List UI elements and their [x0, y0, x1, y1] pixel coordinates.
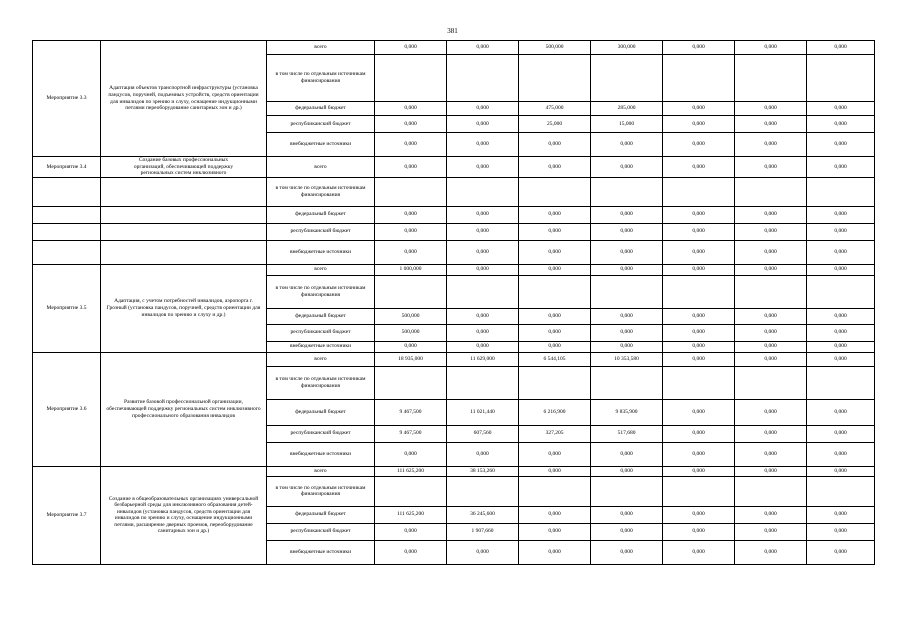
amount-cell: 0,000 [735, 324, 807, 341]
measure-label-cell [33, 240, 101, 264]
amount-cell: 0,000 [663, 442, 735, 466]
funding-source: всего [267, 41, 375, 55]
amount-cell [807, 55, 875, 102]
amount-cell: 0,000 [735, 352, 807, 366]
amount-cell: 0,000 [735, 523, 807, 540]
measure-label: Мероприятие 3.4 [33, 157, 101, 178]
measure-label-cell [33, 206, 101, 223]
funding-source: всего [267, 352, 375, 366]
amount-cell: 0,000 [591, 206, 663, 223]
amount-cell: 0,000 [375, 157, 447, 178]
amount-cell: 38 153,260 [447, 466, 519, 476]
amount-cell: 0,000 [375, 540, 447, 564]
amount-cell: 0,000 [519, 523, 591, 540]
amount-cell: 475,000 [519, 102, 591, 116]
amount-cell: 0,000 [735, 102, 807, 116]
table-row [33, 41, 875, 55]
amount-cell: 0,000 [735, 206, 807, 223]
amount-cell: 0,000 [591, 264, 663, 275]
measure-description-line: Создание базовых профессиональных [138, 157, 229, 163]
funding-source: федеральный бюджет [267, 399, 375, 425]
funding-source: всего [267, 466, 375, 476]
funding-source: республиканский бюджет [267, 425, 375, 442]
amount-cell: 0,000 [663, 41, 735, 55]
amount-cell: 15,000 [591, 116, 663, 133]
amount-cell: 0,000 [375, 102, 447, 116]
amount-cell [519, 366, 591, 399]
amount-cell: 0,000 [735, 506, 807, 523]
amount-cell: 0,000 [663, 116, 735, 133]
funding-source: внебюджетные источники [267, 240, 375, 264]
amount-cell: 0,000 [663, 157, 735, 178]
amount-cell: 0,000 [735, 466, 807, 476]
amount-cell: 11 021,440 [447, 399, 519, 425]
amount-cell: 1 907,660 [447, 523, 519, 540]
amount-cell: 0,000 [591, 133, 663, 157]
amount-cell: 0,000 [735, 133, 807, 157]
amount-cell: 0,000 [807, 540, 875, 564]
amount-cell: 0,000 [663, 399, 735, 425]
amount-cell: 0,000 [375, 240, 447, 264]
amount-cell: 0,000 [663, 506, 735, 523]
amount-cell: 0,000 [663, 341, 735, 352]
amount-cell: 1 000,000 [375, 264, 447, 275]
amount-cell: 0,000 [807, 308, 875, 324]
amount-cell [807, 476, 875, 506]
amount-cell: 6 216,900 [519, 399, 591, 425]
amount-cell: 500,000 [375, 324, 447, 341]
amount-cell: 0,000 [519, 223, 591, 240]
amount-cell [735, 366, 807, 399]
funding-source: в том числе по отдельным источникам финансирования [267, 177, 375, 206]
measure-description [101, 157, 267, 178]
amount-cell: 0,000 [591, 466, 663, 476]
amount-cell: 0,000 [591, 324, 663, 341]
amount-cell [447, 177, 519, 206]
amount-cell [591, 275, 663, 308]
amount-cell: 0,000 [807, 341, 875, 352]
amount-cell: 0,000 [735, 41, 807, 55]
amount-cell: 0,000 [807, 157, 875, 178]
amount-cell: 0,000 [807, 240, 875, 264]
amount-cell: 0,000 [591, 506, 663, 523]
funding-source: внебюджетные источники [267, 540, 375, 564]
amount-cell [375, 476, 447, 506]
amount-cell [591, 476, 663, 506]
measure-description-line: организаций, обеспечивающей поддержку [133, 163, 234, 170]
measure-label: Мероприятие 3.5 [33, 264, 101, 352]
funding-source: республиканский бюджет [267, 324, 375, 341]
amount-cell [447, 55, 519, 102]
measure-label: Мероприятие 3.3 [33, 41, 101, 157]
amount-cell: 0,000 [447, 206, 519, 223]
amount-cell: 0,000 [663, 102, 735, 116]
amount-cell [663, 476, 735, 506]
amount-cell: 0,000 [591, 523, 663, 540]
table-row [33, 264, 875, 275]
amount-cell: 0,000 [807, 324, 875, 341]
amount-cell: 0,000 [519, 466, 591, 476]
funding-source: всего [267, 264, 375, 275]
measure-description-cell [101, 240, 267, 264]
amount-cell [807, 366, 875, 399]
measure-label: Мероприятие 3.6 [33, 352, 101, 466]
measure-description: Развитие базовой профессиональной организации, обеспечивающей поддержку региональных систем инклюзивного профессионального образования инвалидов [101, 352, 267, 466]
measure-description-cell [101, 206, 267, 223]
funding-source: всего [267, 157, 375, 178]
amount-cell: 500,000 [519, 41, 591, 55]
amount-cell: 0,000 [519, 324, 591, 341]
amount-cell: 0,000 [735, 157, 807, 178]
amount-cell: 0,000 [447, 102, 519, 116]
amount-cell: 0,000 [519, 506, 591, 523]
amount-cell: 0,000 [807, 466, 875, 476]
amount-cell: 0,000 [735, 425, 807, 442]
amount-cell: 0,000 [807, 206, 875, 223]
amount-cell: 0,000 [663, 352, 735, 366]
funding-source: республиканский бюджет [267, 223, 375, 240]
financing-table [32, 40, 875, 565]
table-row [33, 177, 875, 206]
amount-cell [519, 275, 591, 308]
amount-cell [591, 55, 663, 102]
amount-cell: 0,000 [591, 308, 663, 324]
amount-cell: 0,000 [807, 399, 875, 425]
measure-description-cell [101, 177, 267, 206]
funding-source: республиканский бюджет [267, 116, 375, 133]
amount-cell: 0,000 [591, 240, 663, 264]
amount-cell [663, 275, 735, 308]
amount-cell: 0,000 [447, 223, 519, 240]
amount-cell: 111 625,200 [375, 466, 447, 476]
amount-cell: 0,000 [735, 264, 807, 275]
amount-cell: 0,000 [663, 264, 735, 275]
page-number: 381 [447, 27, 458, 35]
measure-description-cell [101, 223, 267, 240]
amount-cell: 25,000 [519, 116, 591, 133]
measure-description: Адаптация, с учетом потребностей инвалидов, аэропорта г. Грозный (установка пандусов, поручней, средств ориентации для инвалидов по зрению и слуху и др.) [101, 264, 267, 352]
amount-cell: 327,205 [519, 425, 591, 442]
amount-cell: 0,000 [447, 157, 519, 178]
table-row [33, 240, 875, 264]
table-row [33, 157, 875, 178]
amount-cell [591, 366, 663, 399]
funding-source: в том числе по отдельным источникам финансирования [267, 476, 375, 506]
amount-cell: 9 835,900 [591, 399, 663, 425]
measure-label-cell [33, 177, 101, 206]
amount-cell: 0,000 [447, 324, 519, 341]
funding-source: внебюджетные источники [267, 133, 375, 157]
amount-cell [519, 177, 591, 206]
amount-cell: 0,000 [807, 116, 875, 133]
amount-cell [447, 366, 519, 399]
amount-cell [447, 476, 519, 506]
amount-cell: 0,000 [663, 425, 735, 442]
amount-cell: 11 629,000 [447, 352, 519, 366]
amount-cell: 36 245,600 [447, 506, 519, 523]
table-row [33, 352, 875, 366]
measure-description-line: региональных систем инклюзивного [140, 170, 227, 177]
amount-cell: 0,000 [807, 223, 875, 240]
funding-source: федеральный бюджет [267, 102, 375, 116]
amount-cell: 0,000 [519, 341, 591, 352]
amount-cell: 0,000 [807, 352, 875, 366]
amount-cell: 0,000 [375, 223, 447, 240]
amount-cell: 9 467,500 [375, 399, 447, 425]
amount-cell: 0,000 [807, 523, 875, 540]
amount-cell: 0,000 [519, 442, 591, 466]
amount-cell: 0,000 [735, 308, 807, 324]
table-row [33, 206, 875, 223]
amount-cell: 0,000 [447, 133, 519, 157]
amount-cell: 0,000 [519, 240, 591, 264]
amount-cell [807, 275, 875, 308]
amount-cell: 0,000 [519, 308, 591, 324]
funding-source: внебюджетные источники [267, 341, 375, 352]
amount-cell: 0,000 [663, 540, 735, 564]
amount-cell: 10 353,580 [591, 352, 663, 366]
amount-cell [663, 177, 735, 206]
amount-cell: 0,000 [375, 206, 447, 223]
amount-cell: 0,000 [591, 540, 663, 564]
amount-cell: 0,000 [735, 399, 807, 425]
amount-cell [375, 275, 447, 308]
funding-source: федеральный бюджет [267, 206, 375, 223]
amount-cell: 0,000 [807, 442, 875, 466]
funding-source: внебюджетные источники [267, 442, 375, 466]
amount-cell: 0,000 [519, 157, 591, 178]
amount-cell: 0,000 [591, 341, 663, 352]
amount-cell: 0,000 [735, 223, 807, 240]
amount-cell: 0,000 [591, 442, 663, 466]
amount-cell [519, 476, 591, 506]
amount-cell: 0,000 [735, 240, 807, 264]
amount-cell [735, 275, 807, 308]
amount-cell: 0,000 [447, 264, 519, 275]
amount-cell: 0,000 [375, 41, 447, 55]
amount-cell: 0,000 [807, 506, 875, 523]
amount-cell: 0,000 [591, 157, 663, 178]
amount-cell: 285,000 [591, 102, 663, 116]
amount-cell [663, 366, 735, 399]
amount-cell [375, 366, 447, 399]
amount-cell: 6 544,105 [519, 352, 591, 366]
amount-cell [375, 55, 447, 102]
amount-cell: 0,000 [591, 223, 663, 240]
table-row [33, 223, 875, 240]
amount-cell: 0,000 [375, 523, 447, 540]
amount-cell: 0,000 [447, 240, 519, 264]
amount-cell: 300,000 [591, 41, 663, 55]
amount-cell: 0,000 [735, 116, 807, 133]
amount-cell: 0,000 [663, 466, 735, 476]
amount-cell: 0,000 [735, 442, 807, 466]
amount-cell: 0,000 [663, 133, 735, 157]
funding-source: федеральный бюджет [267, 506, 375, 523]
amount-cell: 0,000 [447, 116, 519, 133]
funding-source: в том числе по отдельным источникам финансирования [267, 55, 375, 102]
amount-cell: 0,000 [663, 308, 735, 324]
amount-cell: 0,000 [447, 442, 519, 466]
amount-cell: 0,000 [663, 324, 735, 341]
amount-cell [735, 476, 807, 506]
amount-cell: 607,560 [447, 425, 519, 442]
measure-description: Создание в общеобразовательных организациях универсальной безбарьерной среды для инклюзивного образования детей-инвалидов (установка пандусов, средств ориентации для инвалидов по зрению и слуху, оснащение индукционными петлями, расширение дверных проемов, переоборудование санитарных зон и др.) [101, 466, 267, 564]
amount-cell: 18 935,000 [375, 352, 447, 366]
amount-cell: 0,000 [447, 308, 519, 324]
amount-cell [735, 55, 807, 102]
amount-cell: 0,000 [375, 133, 447, 157]
amount-cell [375, 177, 447, 206]
amount-cell: 0,000 [519, 264, 591, 275]
amount-cell [807, 177, 875, 206]
amount-cell: 0,000 [663, 206, 735, 223]
amount-cell: 0,000 [807, 425, 875, 442]
funding-source: республиканский бюджет [267, 523, 375, 540]
amount-cell: 0,000 [735, 341, 807, 352]
measure-label-cell [33, 223, 101, 240]
table-row [33, 466, 875, 476]
amount-cell [663, 55, 735, 102]
amount-cell: 0,000 [807, 264, 875, 275]
amount-cell: 0,000 [519, 206, 591, 223]
amount-cell: 0,000 [807, 133, 875, 157]
amount-cell: 0,000 [807, 102, 875, 116]
funding-source: в том числе по отдельным источникам финансирования [267, 275, 375, 308]
amount-cell [591, 177, 663, 206]
amount-cell: 0,000 [519, 540, 591, 564]
amount-cell: 0,000 [447, 341, 519, 352]
amount-cell: 0,000 [447, 41, 519, 55]
amount-cell: 0,000 [519, 133, 591, 157]
funding-source: в том числе по отдельным источникам финансирования [267, 366, 375, 399]
measure-description: Адаптация объектов транспортной инфраструктуры (установка пандусов, поручней, подъемных устройств, средств ориентации для инвалидов по зрению и слуху, оснащение индукционными петлями переоборудование санитарных зон и др.) [101, 41, 267, 157]
amount-cell: 0,000 [663, 523, 735, 540]
amount-cell: 0,000 [663, 240, 735, 264]
measure-label: Мероприятие 3.7 [33, 466, 101, 564]
amount-cell: 0,000 [375, 442, 447, 466]
amount-cell [519, 55, 591, 102]
amount-cell: 9 467,500 [375, 425, 447, 442]
amount-cell: 0,000 [375, 341, 447, 352]
amount-cell: 111 625,200 [375, 506, 447, 523]
amount-cell: 0,000 [375, 116, 447, 133]
amount-cell: 517,680 [591, 425, 663, 442]
funding-source: федеральный бюджет [267, 308, 375, 324]
amount-cell: 500,000 [375, 308, 447, 324]
amount-cell: 0,000 [807, 41, 875, 55]
amount-cell [447, 275, 519, 308]
amount-cell [735, 177, 807, 206]
amount-cell: 0,000 [735, 540, 807, 564]
amount-cell: 0,000 [663, 223, 735, 240]
amount-cell: 0,000 [447, 540, 519, 564]
